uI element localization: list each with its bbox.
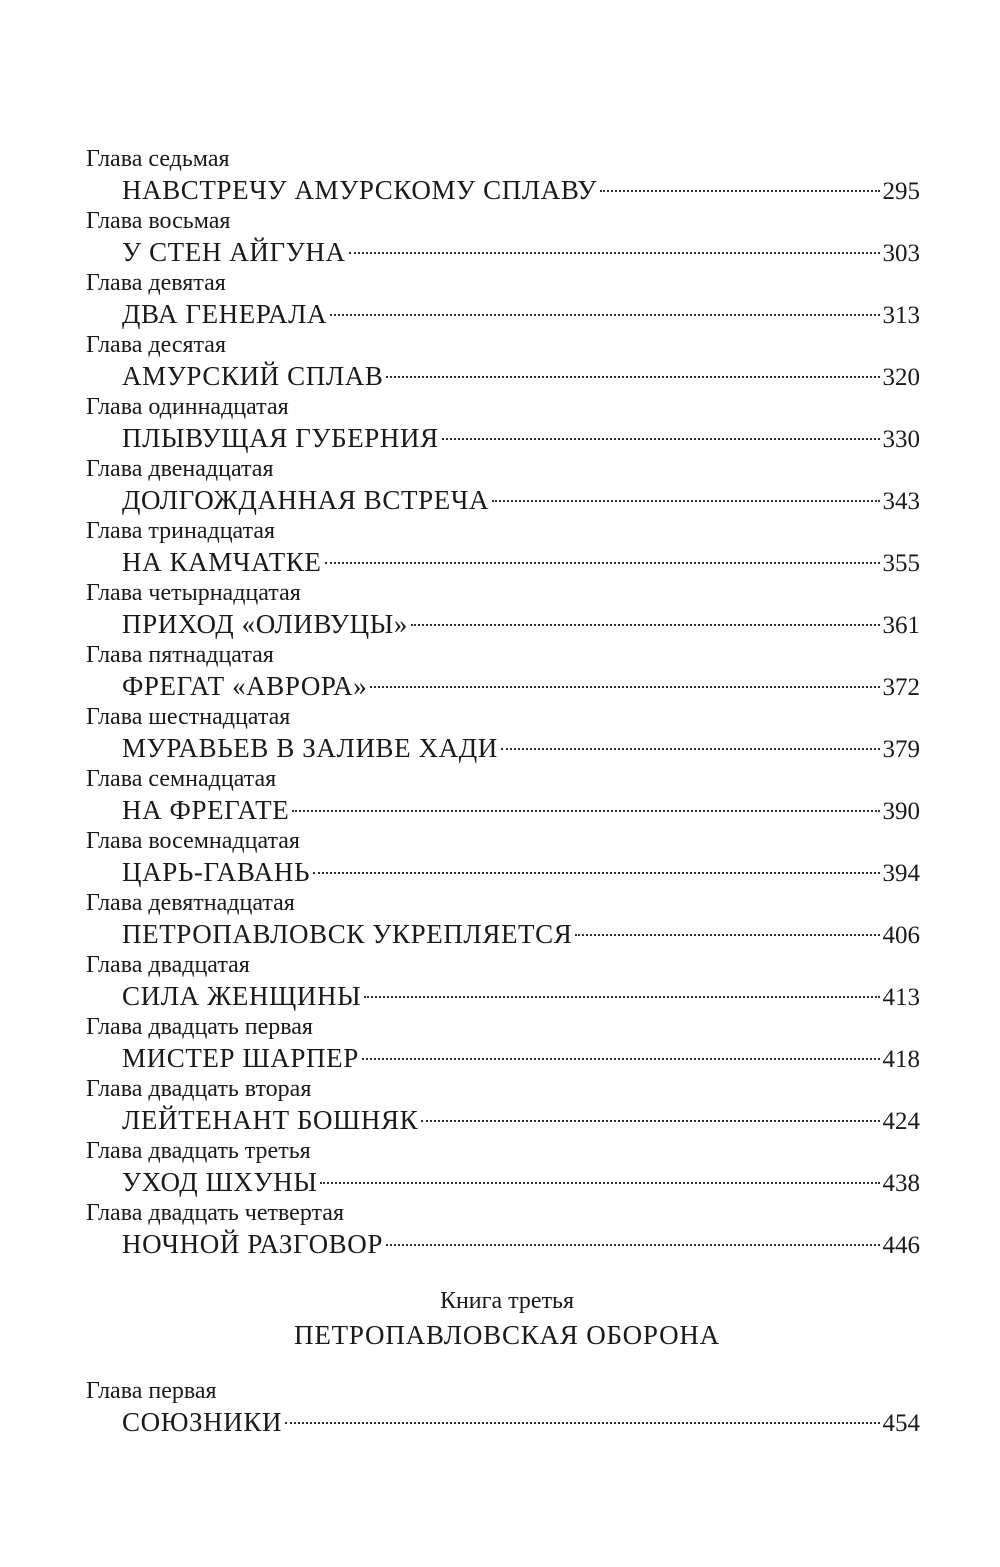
page-number: 379 [882, 736, 920, 763]
book-table-of-contents [86, 1378, 920, 1440]
chapter-title-line [122, 854, 920, 890]
chapter-label: Глава шестнадцатая [86, 704, 291, 730]
dot-leader [285, 1422, 879, 1424]
chapter-title-line [122, 1164, 920, 1200]
chapter-title-line [122, 916, 920, 952]
chapter-title-line [122, 1040, 920, 1076]
dot-leader [411, 624, 879, 626]
page-number: 355 [882, 550, 920, 577]
chapter-label: Глава первая [86, 1378, 217, 1404]
toc-entry [86, 146, 920, 208]
page-number: 372 [882, 674, 920, 701]
dot-leader [320, 1182, 879, 1184]
chapter-title: НАВСТРЕЧУ АМУРСКОМУ СПЛАВУ [122, 175, 597, 205]
chapter-title: НА ФРЕГАТЕ [122, 795, 290, 825]
toc-entry [86, 1378, 920, 1440]
dot-leader [349, 252, 880, 254]
table-of-contents [86, 146, 920, 1262]
page-number: 446 [882, 1232, 920, 1259]
page-number: 418 [882, 1046, 920, 1073]
chapter-label: Глава десятая [86, 332, 226, 358]
page-number: 313 [882, 302, 920, 329]
chapter-title-line [122, 1102, 920, 1138]
toc-entry [86, 952, 920, 1014]
chapter-title: ФРЕГАТ «АВРОРА» [122, 671, 368, 701]
page-number: 343 [882, 488, 920, 515]
toc-entry [86, 1138, 920, 1200]
dot-leader [421, 1120, 879, 1122]
page-number: 303 [882, 240, 920, 267]
chapter-label: Глава двадцать вторая [86, 1076, 312, 1102]
chapter-title: УХОД ШХУНЫ [122, 1167, 318, 1197]
toc-entry [86, 456, 920, 518]
chapter-title: ЛЕЙТЕНАНТ БОШНЯК [122, 1105, 419, 1135]
book-number: Книга третья [439, 1288, 575, 1314]
toc-entry [86, 394, 920, 456]
chapter-title-line [122, 358, 920, 394]
page-number: 438 [882, 1170, 920, 1197]
dot-leader [600, 190, 880, 192]
book-heading [0, 1286, 1000, 1354]
chapter-label: Глава двенадцатая [86, 456, 274, 482]
chapter-title-line [122, 296, 920, 332]
chapter-label: Глава двадцатая [86, 952, 250, 978]
chapter-title: АМУРСКИЙ СПЛАВ [122, 361, 384, 391]
toc-entry [86, 580, 920, 642]
toc-entry [86, 208, 920, 270]
toc-entry [86, 890, 920, 952]
chapter-title-line [122, 978, 920, 1014]
chapter-title: ПРИХОД «ОЛИВУЦЫ» [122, 609, 409, 639]
chapter-title: СОЮЗНИКИ [122, 1407, 283, 1437]
chapter-title-line [122, 420, 920, 456]
chapter-label: Глава одиннадцатая [86, 394, 289, 420]
chapter-title-line [122, 172, 920, 208]
chapter-title: НОЧНОЙ РАЗГОВОР [122, 1229, 383, 1259]
dot-leader [313, 872, 879, 874]
dot-leader [330, 314, 879, 316]
dot-leader [362, 1058, 880, 1060]
chapter-label: Глава семнадцатая [86, 766, 277, 792]
chapter-title-line [122, 668, 920, 704]
page-number: 424 [882, 1108, 920, 1135]
chapter-label: Глава двадцать третья [86, 1138, 311, 1164]
chapter-title: СИЛА ЖЕНЩИНЫ [122, 981, 362, 1011]
chapter-label: Глава двадцать четвертая [86, 1200, 344, 1226]
page-number: 413 [882, 984, 920, 1011]
chapter-title: ЦАРЬ-ГАВАНЬ [122, 857, 311, 887]
chapter-title: НА КАМЧАТКЕ [122, 547, 322, 577]
toc-entry [86, 828, 920, 890]
dot-leader [370, 686, 879, 688]
dot-leader [364, 996, 879, 998]
chapter-title: МИСТЕР ШАРПЕР [122, 1043, 359, 1073]
chapter-title-line [122, 1226, 920, 1262]
dot-leader [442, 438, 880, 440]
chapter-title-line [122, 482, 920, 518]
chapter-title: ДОЛГОЖДАННАЯ ВСТРЕЧА [122, 485, 490, 515]
toc-entry [86, 766, 920, 828]
chapter-title-line [122, 1404, 920, 1440]
toc-entry [86, 1200, 920, 1262]
chapter-title: МУРАВЬЕВ В ЗАЛИВЕ ХАДИ [122, 733, 498, 763]
dot-leader [386, 376, 879, 378]
chapter-title: У СТЕН АЙГУНА [122, 237, 346, 267]
page-number: 330 [882, 426, 920, 453]
toc-entry [86, 1076, 920, 1138]
page-number: 320 [882, 364, 920, 391]
book-title: ПЕТРОПАВЛОВСКАЯ ОБОРОНА [294, 1320, 720, 1350]
page-number: 390 [882, 798, 920, 825]
chapter-label: Глава восьмая [86, 208, 231, 234]
chapter-label: Глава пятнадцатая [86, 642, 274, 668]
dot-leader [492, 500, 879, 502]
chapter-title-line [122, 792, 920, 828]
page-number: 454 [882, 1410, 920, 1437]
toc-entry [86, 518, 920, 580]
dot-leader [575, 934, 879, 936]
chapter-title: ПЕТРОПАВЛОВСК УКРЕПЛЯЕТСЯ [122, 919, 573, 949]
dot-leader [325, 562, 880, 564]
chapter-title: ПЛЫВУЩАЯ ГУБЕРНИЯ [122, 423, 439, 453]
chapter-title-line [122, 606, 920, 642]
toc-entry [86, 270, 920, 332]
chapter-label: Глава девятнадцатая [86, 890, 295, 916]
chapter-title-line [122, 234, 920, 270]
toc-entry [86, 1014, 920, 1076]
page-number: 406 [882, 922, 920, 949]
chapter-title-line [122, 544, 920, 580]
dot-leader [292, 810, 879, 812]
chapter-title: ДВА ГЕНЕРАЛА [122, 299, 328, 329]
page-number: 361 [882, 612, 920, 639]
page-number: 295 [882, 178, 920, 205]
toc-entry [86, 642, 920, 704]
dot-leader [501, 748, 880, 750]
chapter-label: Глава двадцать первая [86, 1014, 313, 1040]
toc-entry [86, 332, 920, 394]
toc-entry [86, 704, 920, 766]
chapter-title-line [122, 730, 920, 766]
chapter-label: Глава девятая [86, 270, 226, 296]
chapter-label: Глава тринадцатая [86, 518, 276, 544]
page-number: 394 [882, 860, 920, 887]
chapter-label: Глава седьмая [86, 146, 230, 172]
dot-leader [386, 1244, 880, 1246]
chapter-label: Глава восемнадцатая [86, 828, 300, 854]
chapter-label: Глава четырнадцатая [86, 580, 301, 606]
